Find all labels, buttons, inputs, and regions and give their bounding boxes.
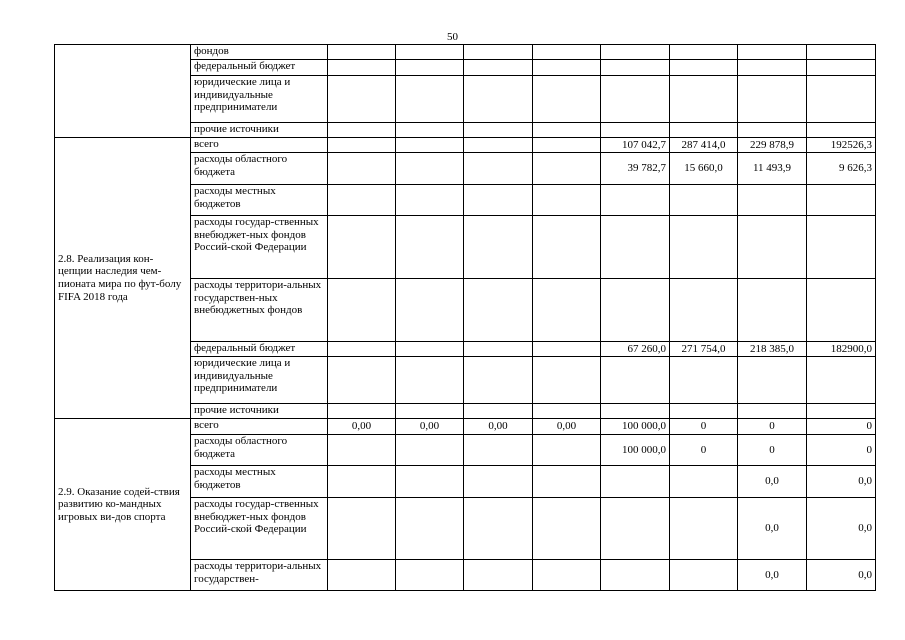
amount-cell <box>396 279 464 342</box>
table-row <box>55 138 876 153</box>
amount-cell <box>396 435 464 466</box>
amount-cell <box>464 342 533 357</box>
amount-cell: 39 782,7 <box>601 153 670 185</box>
amount-cell <box>533 60 601 76</box>
program-name-cell: 2.8. Реализация кон-цепции наследия чем-пионата мира по фут-болу FIFA 2018 года <box>55 138 191 419</box>
amount-cell: 0,0 <box>738 560 807 591</box>
amount-cell <box>807 357 876 404</box>
funding-source-cell: прочие источники <box>191 123 328 138</box>
table-row <box>55 419 876 435</box>
amount-cell <box>533 435 601 466</box>
amount-cell: 0 <box>738 419 807 435</box>
amount-cell <box>396 76 464 123</box>
amount-cell <box>670 123 738 138</box>
amount-cell <box>670 185 738 216</box>
amount-cell <box>601 123 670 138</box>
amount-cell <box>396 216 464 279</box>
budget-table <box>54 44 876 591</box>
amount-cell <box>396 466 464 498</box>
amount-cell <box>533 404 601 419</box>
amount-cell: 0 <box>807 435 876 466</box>
amount-cell <box>464 466 533 498</box>
amount-cell <box>601 404 670 419</box>
amount-cell: 0,0 <box>738 466 807 498</box>
amount-cell <box>464 138 533 153</box>
amount-cell: 0,0 <box>807 560 876 591</box>
amount-cell <box>738 60 807 76</box>
amount-cell <box>464 185 533 216</box>
funding-source-cell: юридические лица и индивидуальные предприниматели <box>191 76 328 123</box>
amount-cell <box>533 466 601 498</box>
amount-cell <box>328 123 396 138</box>
amount-cell: 0,0 <box>738 498 807 560</box>
amount-cell <box>464 123 533 138</box>
amount-cell: 271 754,0 <box>670 342 738 357</box>
amount-cell <box>601 279 670 342</box>
amount-cell <box>396 60 464 76</box>
amount-cell <box>533 342 601 357</box>
funding-source-cell: расходы государ-ственных внебюджет-ных фондов Россий-ской Федерации <box>191 216 328 279</box>
amount-cell <box>807 216 876 279</box>
amount-cell <box>464 560 533 591</box>
amount-cell <box>670 45 738 60</box>
amount-cell <box>396 357 464 404</box>
amount-cell <box>601 60 670 76</box>
program-name-cell <box>55 45 191 138</box>
amount-cell <box>533 138 601 153</box>
amount-cell: 11 493,9 <box>738 153 807 185</box>
funding-source-cell: прочие источники <box>191 404 328 419</box>
amount-cell <box>464 60 533 76</box>
amount-cell <box>464 45 533 60</box>
funding-source-cell: расходы территори-альных государствен- <box>191 560 328 591</box>
table-row <box>55 45 876 60</box>
amount-cell: 287 414,0 <box>670 138 738 153</box>
amount-cell <box>533 357 601 404</box>
amount-cell <box>601 45 670 60</box>
amount-cell <box>738 279 807 342</box>
amount-cell <box>807 185 876 216</box>
amount-cell: 0,00 <box>464 419 533 435</box>
amount-cell <box>670 279 738 342</box>
amount-cell <box>328 138 396 153</box>
funding-source-cell: расходы территори-альных государствен-ных внебюджетных фондов <box>191 279 328 342</box>
funding-source-cell: расходы местных бюджетов <box>191 466 328 498</box>
program-name-cell: 2.9. Оказание содей-ствия развитию ко-мандных игровых ви-дов спорта <box>55 419 191 591</box>
amount-cell <box>533 76 601 123</box>
funding-source-cell: расходы местных бюджетов <box>191 185 328 216</box>
amount-cell <box>601 560 670 591</box>
amount-cell <box>670 76 738 123</box>
amount-cell: 100 000,0 <box>601 435 670 466</box>
amount-cell <box>533 279 601 342</box>
funding-source-cell: расходы областного бюджета <box>191 153 328 185</box>
funding-source-cell: фондов <box>191 45 328 60</box>
amount-cell <box>533 153 601 185</box>
amount-cell <box>670 357 738 404</box>
amount-cell <box>328 466 396 498</box>
amount-cell <box>601 498 670 560</box>
amount-cell <box>396 123 464 138</box>
amount-cell <box>328 435 396 466</box>
amount-cell <box>533 45 601 60</box>
amount-cell <box>464 279 533 342</box>
amount-cell <box>464 357 533 404</box>
amount-cell <box>601 357 670 404</box>
amount-cell: 0,00 <box>533 419 601 435</box>
amount-cell: 0,00 <box>396 419 464 435</box>
amount-cell: 0 <box>807 419 876 435</box>
amount-cell <box>396 498 464 560</box>
amount-cell <box>738 357 807 404</box>
amount-cell <box>464 498 533 560</box>
amount-cell <box>396 560 464 591</box>
amount-cell: 0,0 <box>807 498 876 560</box>
amount-cell: 0,0 <box>807 466 876 498</box>
amount-cell: 182900,0 <box>807 342 876 357</box>
amount-cell <box>328 60 396 76</box>
amount-cell <box>670 216 738 279</box>
amount-cell: 9 626,3 <box>807 153 876 185</box>
amount-cell: 0 <box>670 435 738 466</box>
amount-cell <box>533 185 601 216</box>
amount-cell: 100 000,0 <box>601 419 670 435</box>
amount-cell <box>670 498 738 560</box>
amount-cell <box>533 216 601 279</box>
amount-cell <box>464 435 533 466</box>
amount-cell <box>328 153 396 185</box>
amount-cell <box>396 138 464 153</box>
amount-cell <box>396 153 464 185</box>
amount-cell <box>396 342 464 357</box>
funding-source-cell: федеральный бюджет <box>191 342 328 357</box>
amount-cell <box>328 45 396 60</box>
amount-cell <box>738 76 807 123</box>
amount-cell <box>464 216 533 279</box>
amount-cell: 229 878,9 <box>738 138 807 153</box>
amount-cell <box>738 45 807 60</box>
amount-cell <box>328 185 396 216</box>
amount-cell <box>533 123 601 138</box>
amount-cell <box>807 45 876 60</box>
funding-source-cell: юридические лица и индивидуальные предприниматели <box>191 357 328 404</box>
amount-cell <box>396 404 464 419</box>
amount-cell <box>601 76 670 123</box>
amount-cell: 107 042,7 <box>601 138 670 153</box>
funding-source-cell: всего <box>191 138 328 153</box>
amount-cell: 15 660,0 <box>670 153 738 185</box>
amount-cell: 67 260,0 <box>601 342 670 357</box>
amount-cell <box>807 279 876 342</box>
amount-cell <box>670 560 738 591</box>
table-body <box>55 45 876 591</box>
amount-cell <box>328 76 396 123</box>
amount-cell <box>328 279 396 342</box>
amount-cell <box>738 123 807 138</box>
page-number: 50 <box>447 31 458 43</box>
funding-source-cell: расходы областного бюджета <box>191 435 328 466</box>
amount-cell <box>738 404 807 419</box>
funding-source-cell: расходы государ-ственных внебюджет-ных фондов Россий-ской Федерации <box>191 498 328 560</box>
amount-cell <box>738 185 807 216</box>
amount-cell <box>464 153 533 185</box>
funding-source-cell: федеральный бюджет <box>191 60 328 76</box>
amount-cell: 0,00 <box>328 419 396 435</box>
amount-cell <box>328 342 396 357</box>
amount-cell <box>328 560 396 591</box>
amount-cell <box>670 404 738 419</box>
amount-cell <box>807 60 876 76</box>
amount-cell: 0 <box>670 419 738 435</box>
amount-cell: 218 385,0 <box>738 342 807 357</box>
amount-cell <box>396 185 464 216</box>
amount-cell <box>328 498 396 560</box>
amount-cell <box>670 60 738 76</box>
amount-cell <box>738 216 807 279</box>
amount-cell: 192526,3 <box>807 138 876 153</box>
amount-cell <box>807 76 876 123</box>
amount-cell: 0 <box>738 435 807 466</box>
amount-cell <box>533 498 601 560</box>
amount-cell <box>464 404 533 419</box>
amount-cell <box>807 123 876 138</box>
amount-cell <box>601 185 670 216</box>
amount-cell <box>601 466 670 498</box>
amount-cell <box>670 466 738 498</box>
amount-cell <box>464 76 533 123</box>
amount-cell <box>328 404 396 419</box>
funding-source-cell: всего <box>191 419 328 435</box>
amount-cell <box>533 560 601 591</box>
amount-cell <box>328 357 396 404</box>
amount-cell <box>807 404 876 419</box>
amount-cell <box>601 216 670 279</box>
amount-cell <box>396 45 464 60</box>
amount-cell <box>328 216 396 279</box>
